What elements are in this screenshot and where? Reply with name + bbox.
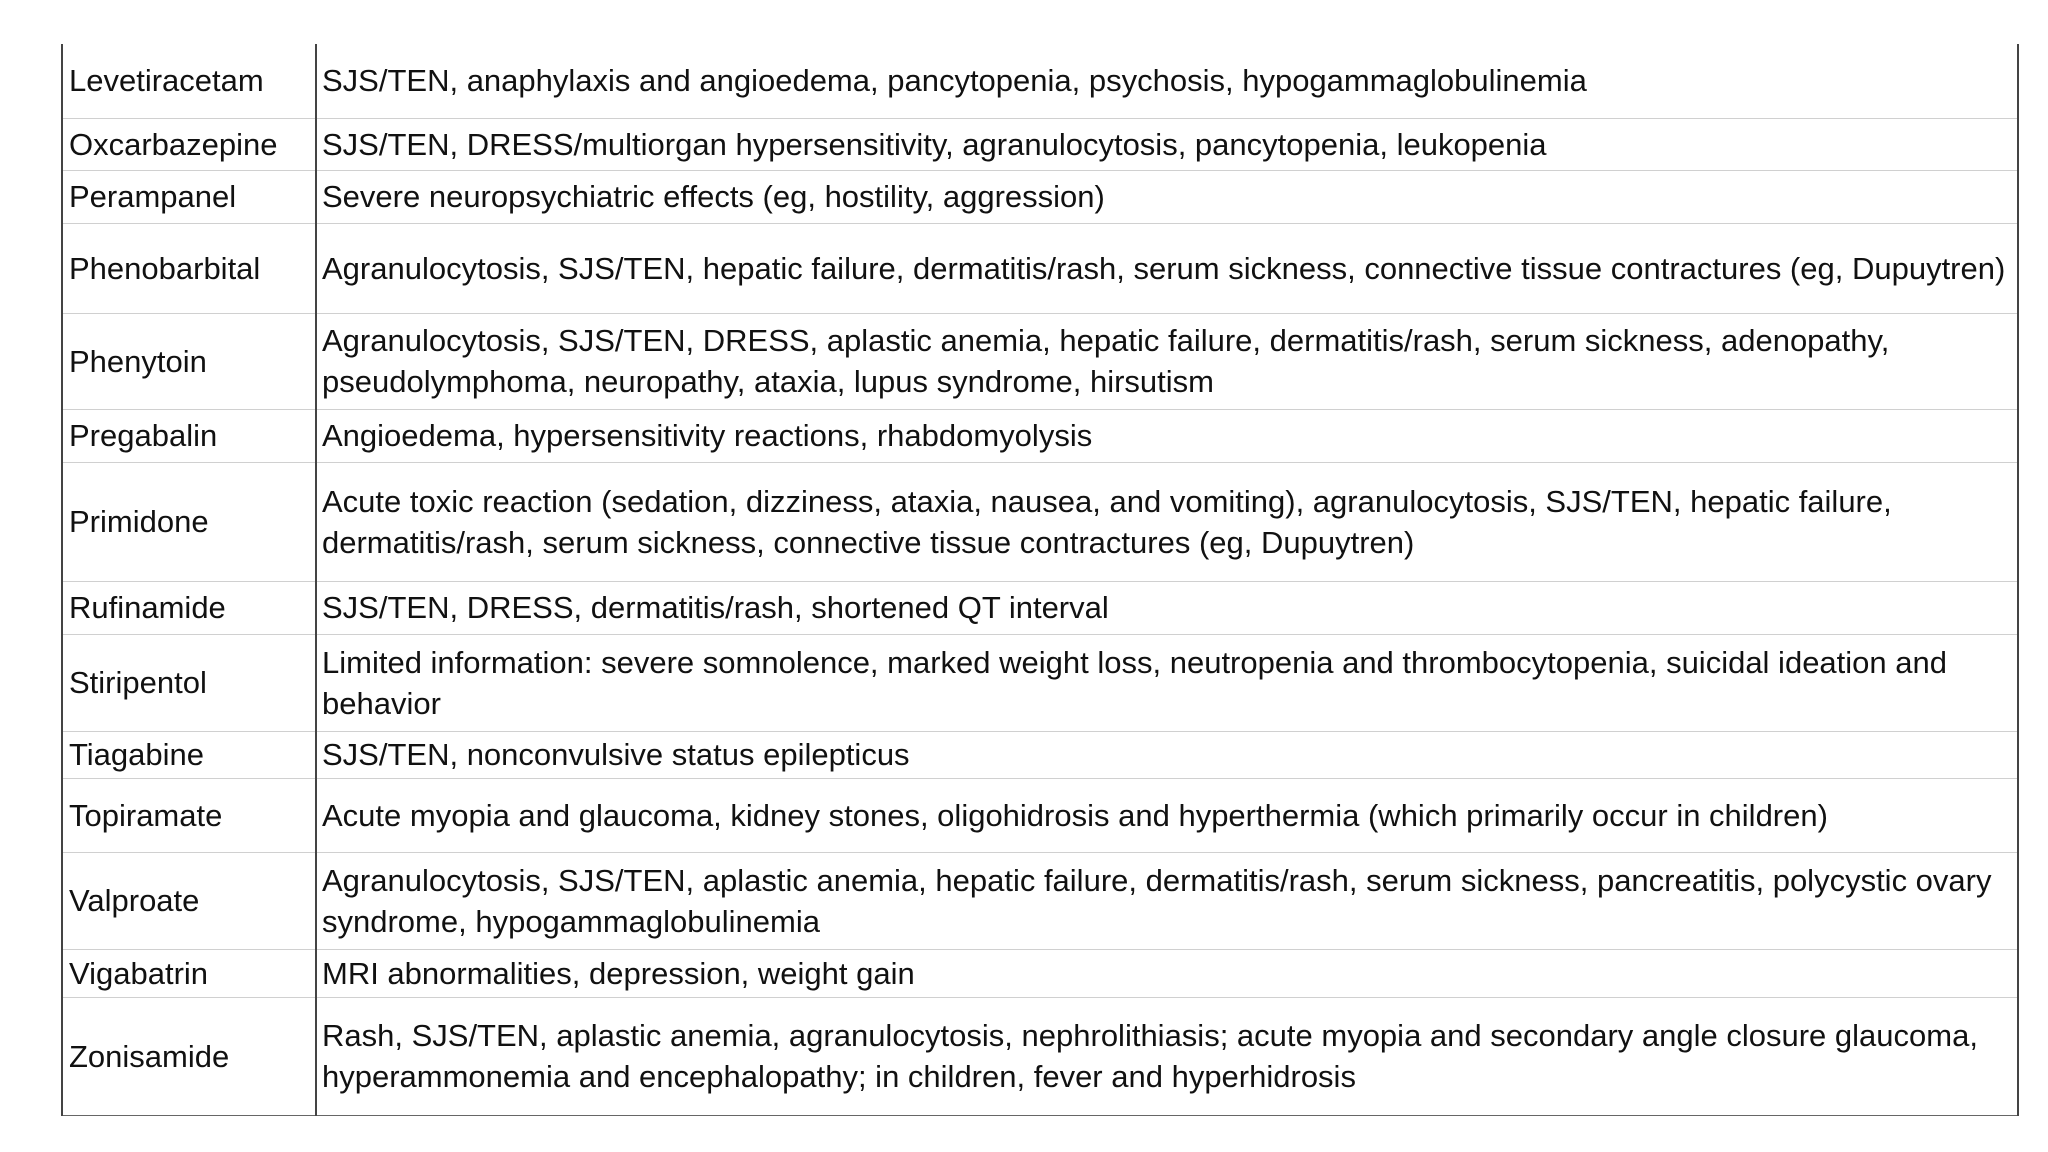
table-row — [62, 731, 2018, 778]
table-row — [62, 118, 2018, 170]
table-row — [62, 313, 2018, 409]
adverse-effects: Agranulocytosis, SJS/TEN, DRESS, aplastic anemia, hepatic failure, dermatitis/rash, serum sickness, adenopathy, pseudolymphoma, neuropathy, ataxia, lupus syndrome, hirsutism — [316, 313, 2018, 409]
drug-name: Levetiracetam — [62, 44, 316, 118]
table-row — [62, 462, 2018, 581]
table-row — [62, 581, 2018, 634]
adverse-effects: SJS/TEN, nonconvulsive status epilepticus — [316, 731, 2018, 778]
drug-name: Tiagabine — [62, 731, 316, 778]
adverse-effects: Rash, SJS/TEN, aplastic anemia, agranulocytosis, nephrolithiasis; acute myopia and secondary angle closure glaucoma, hyperammonemia and encephalopathy; in children, fever and hyperhidrosis — [316, 997, 2018, 1115]
drug-name: Zonisamide — [62, 997, 316, 1115]
table-row — [62, 634, 2018, 731]
adverse-effects: SJS/TEN, anaphylaxis and angioedema, pancytopenia, psychosis, hypogammaglobulinemia — [316, 44, 2018, 118]
adverse-effects: Severe neuropsychiatric effects (eg, hostility, aggression) — [316, 170, 2018, 223]
adverse-effects: Limited information: severe somnolence, marked weight loss, neutropenia and thrombocytopenia, suicidal ideation and behavior — [316, 634, 2018, 731]
drug-name: Phenytoin — [62, 313, 316, 409]
adverse-effects: Agranulocytosis, SJS/TEN, aplastic anemia, hepatic failure, dermatitis/rash, serum sickness, pancreatitis, polycystic ovary syndrome, hypogammaglobulinemia — [316, 852, 2018, 949]
adverse-effects: Angioedema, hypersensitivity reactions, rhabdomyolysis — [316, 409, 2018, 462]
table-row — [62, 852, 2018, 949]
drug-name: Phenobarbital — [62, 223, 316, 313]
adverse-effects: SJS/TEN, DRESS/multiorgan hypersensitivity, agranulocytosis, pancytopenia, leukopenia — [316, 118, 2018, 170]
table-row — [62, 778, 2018, 852]
adverse-effects: Acute toxic reaction (sedation, dizziness, ataxia, nausea, and vomiting), agranulocytosis, SJS/TEN, hepatic failure, dermatitis/rash, serum sickness, connective tissue contractures (eg, Dupuytren) — [316, 462, 2018, 581]
drug-name: Oxcarbazepine — [62, 118, 316, 170]
drug-name: Primidone — [62, 462, 316, 581]
adverse-effects: Acute myopia and glaucoma, kidney stones, oligohidrosis and hyperthermia (which primarily occur in children) — [316, 778, 2018, 852]
table-row — [62, 170, 2018, 223]
adverse-effects: SJS/TEN, DRESS, dermatitis/rash, shortened QT interval — [316, 581, 2018, 634]
drug-name: Valproate — [62, 852, 316, 949]
table-row — [62, 997, 2018, 1115]
adverse-effects: MRI abnormalities, depression, weight gain — [316, 949, 2018, 997]
drug-name: Rufinamide — [62, 581, 316, 634]
drug-name: Topiramate — [62, 778, 316, 852]
drug-name: Vigabatrin — [62, 949, 316, 997]
table-row — [62, 44, 2018, 118]
table-row — [62, 949, 2018, 997]
table-row — [62, 223, 2018, 313]
table-row — [62, 409, 2018, 462]
adverse-effects-table — [61, 44, 2019, 1116]
adverse-effects: Agranulocytosis, SJS/TEN, hepatic failure, dermatitis/rash, serum sickness, connective tissue contractures (eg, Dupuytren) — [316, 223, 2018, 313]
drug-name: Stiripentol — [62, 634, 316, 731]
drug-name: Perampanel — [62, 170, 316, 223]
drug-name: Pregabalin — [62, 409, 316, 462]
